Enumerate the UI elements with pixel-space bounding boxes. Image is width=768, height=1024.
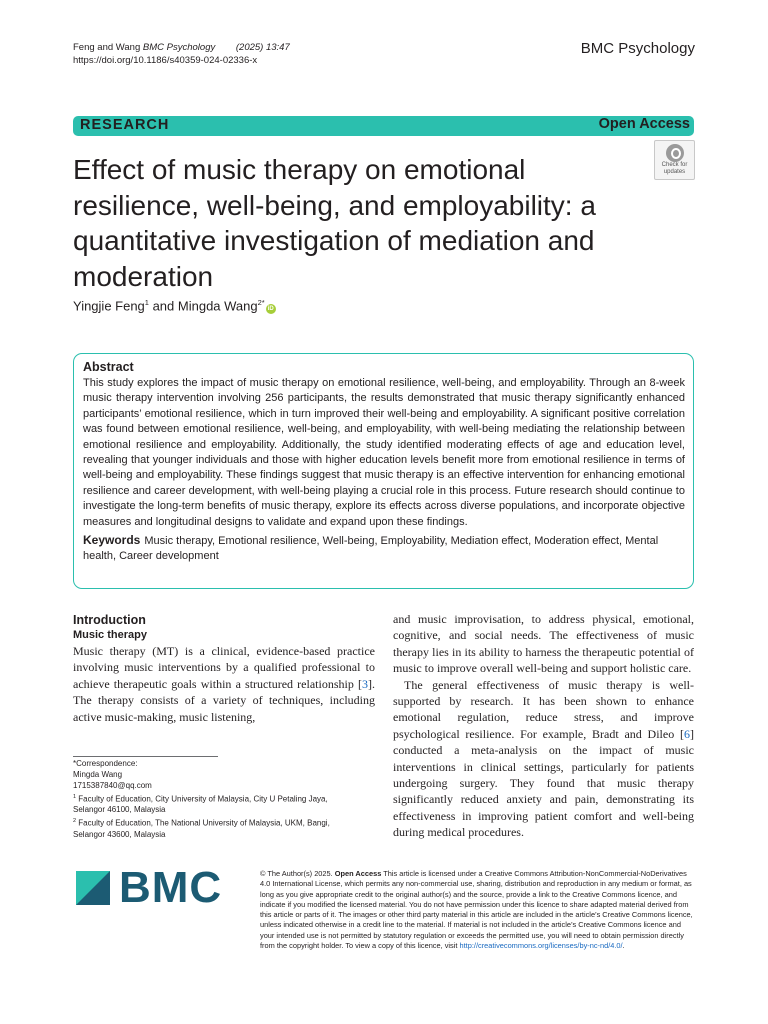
reference-link[interactable]: 6 <box>684 726 690 741</box>
subsection-heading-music-therapy: Music therapy <box>73 629 147 641</box>
check-for-updates-line2: updates <box>663 168 686 175</box>
article-type-band <box>73 116 694 136</box>
check-for-updates-icon <box>666 144 684 162</box>
header-citation: (2025) 13:47 <box>235 42 290 53</box>
paragraph-text: ]. The therapy consists of a variety of techniques, including active music-making, music listening, <box>73 676 375 724</box>
abstract-box <box>73 353 694 589</box>
paragraph-text: ] conducted a meta-analysis on the impact of music interventions in clinical settings, particularly for patients undergoing surgery. They found that music therapy significantly reduced anxiety and pain, demonstrating its effectiveness in improving patient comfort and well-being during medical procedures. <box>393 726 694 840</box>
check-for-updates-badge[interactable] <box>654 140 695 180</box>
license-text: This article is licensed under a Creative Commons Attribution-NonCommercial-NoDerivatives 4.0 International License, which permits any non-commercial use, sharing, distribution and reproduction in any medium or format, as long as you give appropriate credit to the original author(s) and the source, provide a link to the Creative Commons licence, and indicate if you modified the licensed material. You do not have permission under this licence to share adapted material derived from this article or parts of it. The images or other third party material in this article are included in the article’s Creative Commons licence, unless indicated otherwise in a credit line to the material. If material is not included in the article’s Creative Commons licence and your intended use is not permitted by statutory regulation or exceeds the permitted use, you will need to obtain permission directly from the copyright holder. To view a copy of this licence, visit <box>260 869 693 951</box>
journal-name: BMC Psychology <box>580 40 695 57</box>
license-statement <box>260 869 695 951</box>
correspondence-label: *Correspondence: <box>73 759 138 768</box>
author-name[interactable]: Mingda Wang <box>177 298 258 314</box>
correspondence-name: Mingda Wang <box>73 770 123 780</box>
affiliation-2 <box>73 816 373 829</box>
license-link[interactable]: http://creativecommons.org/licenses/by-nc-nd/4.0/ <box>459 941 623 951</box>
author-affiliation-marker: 2* <box>257 298 265 307</box>
bmc-logo-text: BMC <box>119 863 223 912</box>
abstract-text: This study explores the impact of music therapy on emotional resilience, well-being, and employability. Through an 8-week music therapy intervention involving 256 participants, the results demonstrated that music therapy significantly enhanced participants’ emotional resilience, which in turn improved their well-being and employability. A significant positive correlation was found between emotional resilience, well-being, and employability, with well-being mediating the relationship between emotional resilience and employability. Additionally, the study identified moderating effects of age and education level, revealing that younger individuals and those with higher education levels benefit more from emotional resilience in terms of well-being and employability. These findings suggest that music therapy is an effective intervention for enhancing emotional resilience and career development, with well-being playing a crucial role in this process. Future research should continue to investigate the long-term benefits of music therapy, explore its effects across diverse populations, and incorporate objective measures and longitudinal designs to validate and expand upon these findings. <box>83 377 685 528</box>
author-affiliation-marker: 1 <box>144 298 149 307</box>
article-title: Effect of music therapy on emotional resilience, well-being, and employability: a quantitative investigation of mediation and moderation <box>73 154 596 292</box>
license-suffix: . <box>622 941 625 951</box>
citation-line <box>73 41 290 54</box>
header-authors: Feng and Wang <box>73 42 141 53</box>
bmc-logo <box>76 863 226 913</box>
footnotes <box>73 758 373 840</box>
header-journal: BMC Psychology <box>142 42 216 53</box>
keywords <box>83 533 685 565</box>
abstract-heading: Abstract <box>83 360 134 374</box>
section-heading-introduction: Introduction <box>73 613 146 627</box>
body-paragraph: and music improvisation, to address physical, emotional, cognitive, and social needs. The effectiveness of music therapy lies in its ability to harness the therapeutic potential of music to improve overall well-being and support holistic care. <box>393 612 694 676</box>
check-for-updates-line1: Check for <box>661 162 688 168</box>
running-header <box>73 41 290 67</box>
affiliation-text: Faculty of Education, City University of Malaysia, City U Petaling Jaya, <box>76 794 328 804</box>
license-open-access: Open Access <box>334 869 382 878</box>
paragraph-text: The general effectiveness of music therapy is well-supported by research. It has been shown to enhance emotional regulation, reduce stress, and improve psychological resilience. For example, Bradt and Dileo [ <box>393 677 694 741</box>
bmc-logo-triangle-icon <box>76 871 110 905</box>
keywords-label: Keywords <box>83 533 141 548</box>
affiliation-marker: 1 <box>73 793 77 800</box>
affiliation-1 <box>73 792 373 805</box>
affiliation-1-cont: Selangor 46100, Malaysia <box>73 805 166 815</box>
correspondence-email[interactable]: 1715387840@qq.com <box>73 781 152 791</box>
affiliation-text: Faculty of Education, The National University of Malaysia, UKM, Bangi, <box>76 818 330 828</box>
license-copyright: © The Author(s) 2025. <box>260 869 333 878</box>
author-conjunction: and <box>148 298 178 314</box>
keywords-list: Music therapy, Emotional resilience, Well-being, Employability, Mediation effect, Moderation effect, Mental health, Career development <box>83 535 659 563</box>
affiliation-marker: 2 <box>73 817 77 824</box>
affiliation-2-cont: Selangor 43600, Malaysia <box>73 829 166 839</box>
reference-link[interactable]: 3 <box>362 676 368 691</box>
orcid-icon[interactable]: iD <box>267 306 274 313</box>
body-paragraph <box>73 643 375 725</box>
article-type-label: RESEARCH <box>80 117 170 133</box>
doi-link[interactable]: https://doi.org/10.1186/s40359-024-02336-x <box>73 55 258 66</box>
body-column-left <box>73 643 375 725</box>
body-paragraph <box>393 677 694 841</box>
footnote-divider <box>73 756 218 757</box>
open-access-label: Open Access <box>598 116 690 132</box>
author-name[interactable]: Yingjie Feng <box>73 298 145 314</box>
paragraph-text: Music therapy (MT) is a clinical, evidence-based practice involving music interventions by a qualified professional to achieve therapeutic goals within a structured relationship [ <box>73 644 375 691</box>
author-list <box>73 298 276 314</box>
body-column-right <box>393 611 694 841</box>
